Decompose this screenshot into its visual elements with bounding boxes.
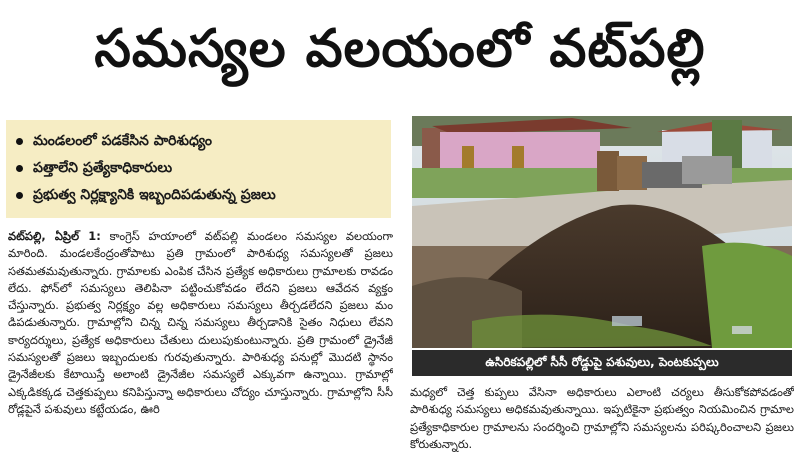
highlight-item	[16, 128, 381, 155]
bullet-icon	[16, 165, 23, 172]
photo-caption: ఉసిరికపల్లిలో సీసీ రోడ్డుపై పశువులు, పెంటకుప్పలు	[412, 350, 792, 376]
article-text-left: కాంగ్రెస్ హయాంలో వట్‌పల్లి మండలం సమస్యల వలయంగా మారింది. మండలకేంద్రంతోపాటు ప్రతి గ్రామంలో పారిశుధ్య సమస్యలతో ప్రజలు సతమతమవుతున్నారు. గ్రామాలకు ఎంపిక చేసిన ప్రత్యేక అధికారులు గ్రామాలకు రావడం లేదు. ఫోన్‌లో సమస్యలు తెలిపినా పట్టించుకోవడం లేదని ప్రజలు ఆవేదన వ్యక్తం చేస్తున్నారు. ప్రభుత్వ నిర్లక్ష్యం వల్ల అధికారులు సమస్యలు తీర్చడలేదని ప్రజలు మం డిపడుతున్నారు. గ్రామాల్లోని చిన్న చిన్న సమస్యలు తీర్చడానికి సైతం నిధులు లేవని కార్యదర్శులు, ప్రత్యేక అధికారులు చేతులు దులుపుకుంటున్నారు. ప్రతి గ్రామంలో డ్రైనేజీ సమస్యలతో ప్రజలు ఇబ్బందులకు గురవుతున్నారు. పారిశుధ్య పనుల్లో మొదటి స్థానం డ్రైనేజీలకు కేటాయిస్తే అలాంటి డ్రైనేజీల సమస్యలే ఎక్కువగా ఉన్నాయి. గ్రామాల్లో ఎక్కడికక్కడ చెత్తకుప్పలు కనిపిస్తున్నా అధికారులు చోద్యం చూస్తున్నారు. గ్రామాల్లోని సీసీ రోడ్లపైనే పశువులు కట్టేయడం, ఊరి	[8, 229, 393, 416]
headline: సమస్యల వలయంలో వట్‌పల్లి	[94, 18, 706, 79]
dateline: వట్‌పల్లి, ఏప్రిల్ 1:	[8, 229, 101, 243]
highlight-item	[16, 182, 381, 209]
highlights-box	[6, 120, 391, 218]
highlight-item	[16, 155, 381, 182]
news-photo	[412, 116, 792, 348]
photo-illustration	[412, 116, 792, 348]
bullet-icon	[16, 192, 23, 199]
article-body-right: మధ్యలో చెత్త కుప్పలు వేసినా అధికారులు ఎలాంటి చర్యలు తీసుకోకపోవడంతో పారిశుధ్య సమస్యలు అధికమవుతున్నాయి. ఇప్పటికైనా ప్రభుత్వం నియమించిన గ్రామాల ప్రత్యేకాధికారుల గ్రామాలను సందర్శించి గ్రామాల్లోని సమస్యలను పరిష్కరించాలని ప్రజలు కోరుతున్నారు.	[410, 385, 794, 451]
bullet-icon	[16, 138, 23, 145]
highlights-list	[16, 128, 381, 209]
highlight-text: పత్తాలేని ప్రత్యేకాధికారులు	[33, 160, 173, 176]
highlight-text: ప్రభుత్వ నిర్లక్ష్యానికి ఇబ్బందిపడుతున్న ప్రజలు	[33, 187, 276, 203]
highlight-text: మండలంలో పడకేసిన పారిశుధ్యం	[33, 133, 212, 149]
article-body-left	[8, 228, 393, 472]
